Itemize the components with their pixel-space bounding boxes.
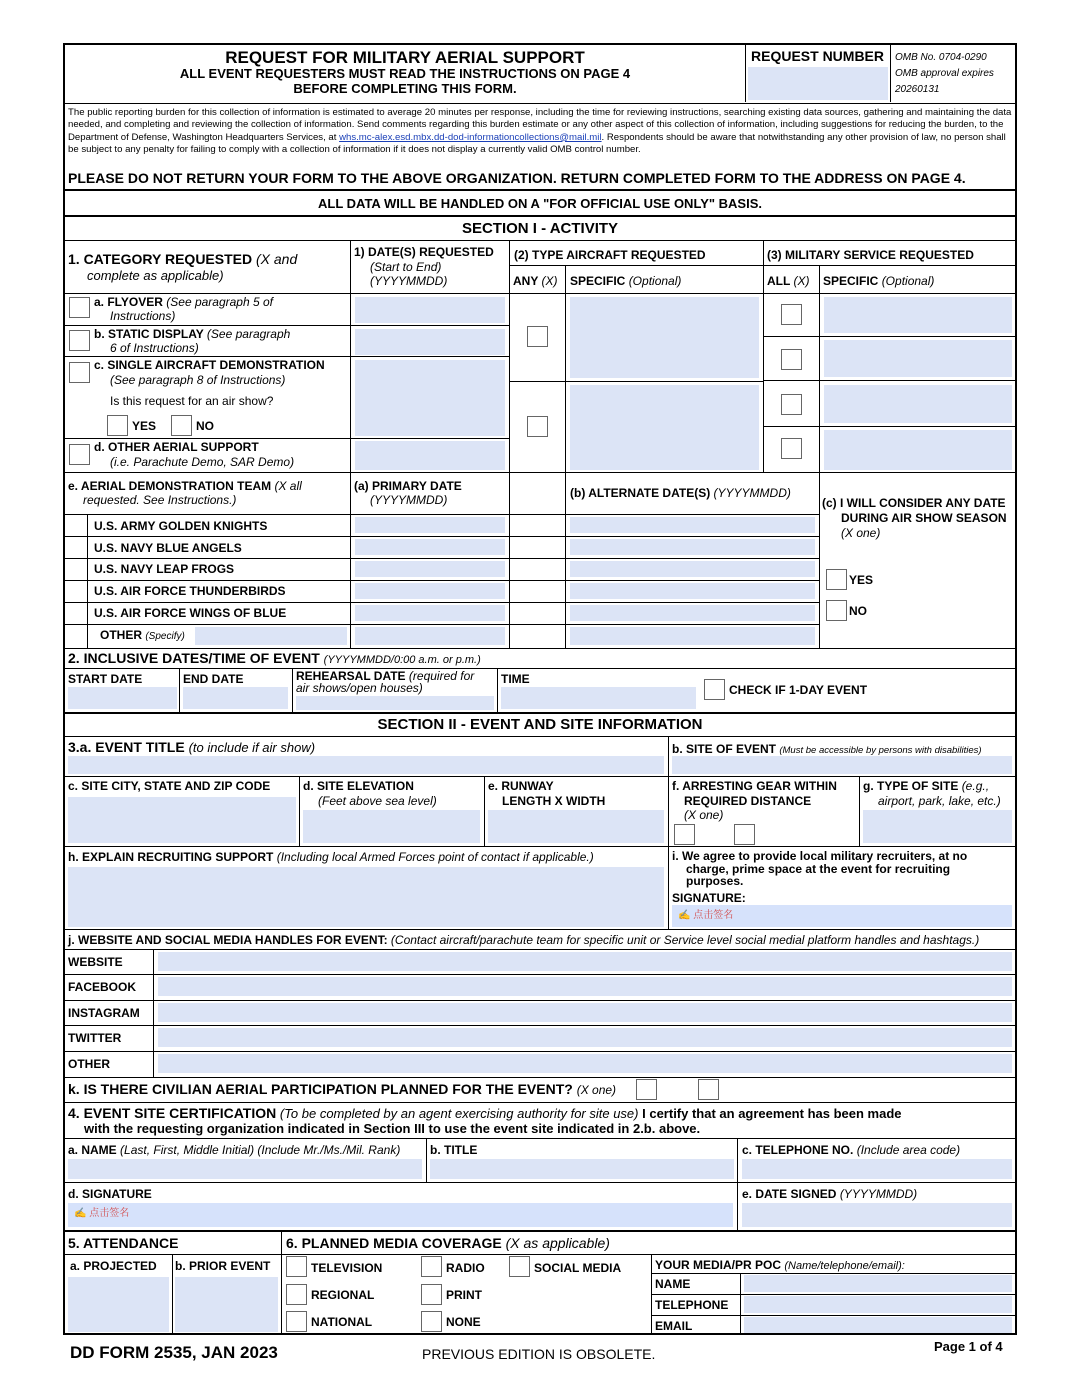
projected-attendance-field[interactable] bbox=[68, 1277, 169, 1332]
service-all-checkbox-2[interactable] bbox=[781, 349, 802, 370]
cert-date-signed-hint: (YYYYMMDD) bbox=[839, 1187, 918, 1201]
request-number-label: REQUEST NUMBER bbox=[751, 48, 885, 64]
rehearsal-date-hint-2: air shows/open houses) bbox=[296, 681, 423, 695]
media-poc-hint: (Name/telephone/email): bbox=[784, 1260, 905, 1272]
rehearsal-date-text: REHEARSAL DATE bbox=[296, 669, 406, 683]
flyover-text: a. FLYOVER bbox=[94, 295, 163, 309]
recruiter-signature-label: SIGNATURE: bbox=[672, 891, 746, 905]
poc-name-label: NAME bbox=[655, 1277, 691, 1291]
inclusive-dates-text: 2. INCLUSIVE DATES/TIME OF EVENT bbox=[68, 650, 320, 666]
alternate-dates-hint: (YYYYMMDD) bbox=[713, 486, 791, 500]
social-media-option-label: SOCIAL MEDIA bbox=[534, 1261, 622, 1275]
site-certification-label: 4. EVENT SITE CERTIFICATION bbox=[68, 1105, 277, 1121]
recruiter-agreement-line3: purposes. bbox=[686, 874, 744, 888]
site-type-hint-2: airport, park, lake, etc.) bbox=[878, 794, 1001, 808]
cert-date-signed-label bbox=[742, 1187, 917, 1201]
static-display-dates-field[interactable] bbox=[355, 329, 505, 355]
cert-title-label: b. TITLE bbox=[430, 1143, 478, 1157]
page-number: Page 1 of 4 bbox=[934, 1339, 1003, 1354]
omb-info bbox=[895, 50, 994, 98]
time-field[interactable] bbox=[501, 687, 696, 709]
poc-telephone-field[interactable] bbox=[744, 1296, 1012, 1313]
other-aerial-support-hint: (i.e. Parachute Demo, SAR Demo) bbox=[110, 455, 295, 469]
site-elevation-hint: (Feet above sea level) bbox=[318, 794, 437, 808]
leap-frogs-primary-date[interactable] bbox=[355, 561, 505, 577]
dates-hint-2: (YYYYMMDD) bbox=[370, 274, 448, 288]
site-type-text: g. TYPE OF SITE bbox=[863, 779, 959, 793]
aircraft-specific-field-2[interactable] bbox=[570, 385, 759, 470]
service-requested-label: (3) MILITARY SERVICE REQUESTED bbox=[767, 248, 974, 262]
demo-team-hint-2: requested. See Instructions.) bbox=[83, 493, 237, 507]
thunderbirds-alternate-date[interactable] bbox=[570, 583, 815, 599]
television-label: TELEVISION bbox=[311, 1261, 383, 1275]
dd-form-2535 bbox=[63, 43, 1017, 1335]
cert-name-label bbox=[68, 1143, 400, 1157]
arresting-gear-hint: (X one) bbox=[684, 808, 724, 822]
consider-no-checkbox[interactable] bbox=[826, 600, 847, 621]
media-coverage-text: 6. PLANNED MEDIA COVERAGE bbox=[286, 1235, 502, 1251]
service-specific-field-4[interactable] bbox=[824, 430, 1012, 470]
social-media-text: j. WEBSITE AND SOCIAL MEDIA HANDLES FOR EVENT: bbox=[68, 933, 388, 947]
site-type-field[interactable] bbox=[863, 810, 1012, 843]
civilian-participation-text: k. IS THERE CIVILIAN AERIAL PARTICIPATION PLANNED FOR THE EVENT? bbox=[68, 1081, 573, 1097]
cert-title-field[interactable] bbox=[430, 1159, 734, 1179]
service-specific-field-3[interactable] bbox=[824, 385, 1012, 423]
consider-yes-checkbox[interactable] bbox=[826, 569, 847, 590]
service-specific-field-1[interactable] bbox=[824, 297, 1012, 333]
demo-team-label bbox=[68, 479, 302, 493]
website-field[interactable] bbox=[158, 952, 1012, 971]
other-social-label: OTHER bbox=[68, 1057, 110, 1071]
recruiter-agreement-text bbox=[672, 849, 967, 887]
aircraft-requested-label: (2) TYPE AIRCRAFT REQUESTED bbox=[514, 248, 706, 262]
other-social-field[interactable] bbox=[158, 1054, 1012, 1073]
end-date-label: END DATE bbox=[183, 672, 244, 686]
team-other-text: OTHER bbox=[100, 628, 142, 642]
static-display-label bbox=[94, 327, 290, 341]
social-media-label bbox=[68, 933, 979, 947]
site-type-hint: (e.g., bbox=[961, 779, 990, 793]
facebook-label: FACEBOOK bbox=[68, 980, 137, 994]
wings-of-blue-alternate-date[interactable] bbox=[570, 605, 815, 621]
service-all-checkbox-3[interactable] bbox=[781, 394, 802, 415]
flyover-hint: (See paragraph 5 of bbox=[166, 295, 274, 309]
event-title-text: 3.a. EVENT TITLE bbox=[68, 739, 185, 755]
civilian-no-checkbox[interactable] bbox=[698, 1079, 719, 1100]
cert-telephone-hint: (Include area code) bbox=[856, 1143, 961, 1157]
regional-checkbox[interactable] bbox=[286, 1284, 307, 1305]
consider-yes-label: YES bbox=[849, 573, 874, 587]
specific-service-text: SPECIFIC bbox=[823, 274, 879, 288]
form-subtitle-line1: ALL EVENT REQUESTERS MUST READ THE INSTRUCTIONS ON PAGE 4 bbox=[179, 66, 631, 81]
media-poc-label bbox=[655, 1258, 905, 1273]
social-media-checkbox[interactable] bbox=[509, 1256, 530, 1277]
recruiting-support-hint: (Including local Armed Forces point of contact if applicable.) bbox=[276, 850, 594, 864]
civilian-yes-checkbox[interactable] bbox=[636, 1079, 657, 1100]
arresting-gear-no-checkbox[interactable] bbox=[734, 824, 755, 845]
arresting-gear-label-2: REQUIRED DISTANCE bbox=[684, 794, 812, 808]
facebook-field[interactable] bbox=[158, 977, 1012, 996]
flyover-label bbox=[94, 295, 273, 309]
category-label bbox=[68, 251, 297, 267]
burden-email-link[interactable]: whs.mc-alex.esd.mbx.dd-dod-informationcollections@mail.mil bbox=[339, 131, 602, 143]
site-of-event-text: b. SITE OF EVENT bbox=[672, 742, 777, 756]
recruiter-agreement-line2: charge, prime space at the event for recruiting bbox=[686, 862, 951, 876]
leap-frogs-alternate-date[interactable] bbox=[570, 561, 815, 577]
static-display-checkbox[interactable] bbox=[69, 330, 90, 351]
print-label: PRINT bbox=[446, 1288, 482, 1302]
cert-telephone-text: c. TELEPHONE NO. bbox=[742, 1143, 854, 1157]
golden-knights-primary-date[interactable] bbox=[355, 517, 505, 533]
service-specific-field-2[interactable] bbox=[824, 340, 1012, 377]
service-all-checkbox-1[interactable] bbox=[781, 304, 802, 325]
national-checkbox[interactable] bbox=[286, 1311, 307, 1332]
burden-text: The public reporting burden for this collection of information is estimated to average 20 minutes per response, including the time for reviewing instructions, searching existing data sources, gathering and maintaining the data needed, and completing and reviewing the collection of information. Send comments regarding this burden estimate or any other aspect of this collection of information, including suggestions for reducing the burden, to the Department of Defense, Washington Headquarters Services, at bbox=[68, 107, 1012, 143]
media-poc-text: YOUR MEDIA/PR POC bbox=[655, 1258, 782, 1272]
rehearsal-date-hint: (required for bbox=[408, 669, 475, 683]
primary-date-hint: (YYYYMMDD) bbox=[370, 493, 448, 507]
team-golden-knights: U.S. ARMY GOLDEN KNIGHTS bbox=[94, 519, 268, 533]
primary-date-label: (a) PRIMARY DATE bbox=[354, 479, 462, 493]
projected-attendance-label: a. PROJECTED bbox=[70, 1259, 157, 1273]
national-label: NATIONAL bbox=[311, 1315, 373, 1329]
cert-signature-field[interactable]: ✍ 点击签名 bbox=[68, 1203, 733, 1227]
category-label-text: 1. CATEGORY REQUESTED bbox=[68, 251, 253, 267]
static-display-hint-2: 6 of Instructions) bbox=[110, 341, 199, 355]
all-x-hint: (X) bbox=[793, 274, 810, 288]
television-checkbox[interactable] bbox=[286, 1256, 307, 1277]
burden-statement bbox=[68, 107, 1014, 157]
service-all-checkbox-4[interactable] bbox=[781, 438, 802, 459]
omb-expiry-label: OMB approval expires bbox=[895, 68, 994, 79]
team-wings-of-blue: U.S. AIR FORCE WINGS OF BLUE bbox=[94, 606, 287, 620]
site-city-label: c. SITE CITY, STATE AND ZIP CODE bbox=[68, 779, 271, 793]
airshow-no-checkbox[interactable] bbox=[171, 415, 192, 436]
aircraft-any-checkbox-2[interactable] bbox=[527, 416, 548, 437]
team-blue-angels: U.S. NAVY BLUE ANGELS bbox=[94, 541, 242, 555]
any-label bbox=[513, 274, 557, 288]
recruiting-support-text: h. EXPLAIN RECRUITING SUPPORT bbox=[68, 850, 274, 864]
runway-field[interactable] bbox=[488, 810, 664, 843]
section1-title: SECTION I - ACTIVITY bbox=[461, 220, 619, 237]
specific-aircraft-text: SPECIFIC bbox=[570, 274, 626, 288]
civilian-participation-label bbox=[68, 1081, 616, 1098]
other-aerial-support-checkbox[interactable] bbox=[69, 444, 90, 465]
website-label: WEBSITE bbox=[68, 955, 123, 969]
single-aircraft-demo-hint: (See paragraph 8 of Instructions) bbox=[110, 373, 286, 387]
event-title-label bbox=[68, 739, 315, 755]
static-display-hint: (See paragraph bbox=[206, 327, 291, 341]
any-label-text: ANY bbox=[513, 274, 539, 288]
category-hint-2: complete as applicable) bbox=[87, 268, 224, 283]
attendance-label: 5. ATTENDANCE bbox=[68, 1235, 179, 1251]
all-label-text: ALL bbox=[767, 274, 791, 288]
cert-telephone-label bbox=[742, 1143, 960, 1157]
static-display-text: b. STATIC DISPLAY bbox=[94, 327, 204, 341]
site-certification-hint: (To be completed by an agent exercising authority for site use) bbox=[279, 1106, 639, 1121]
alternate-dates-text: (b) ALTERNATE DATE(S) bbox=[570, 486, 711, 500]
specific-aircraft-label bbox=[570, 274, 681, 288]
return-notice: PLEASE DO NOT RETURN YOUR FORM TO THE ABOVE ORGANIZATION. RETURN COMPLETED FORM TO THE ADDRESS ON PAGE 4. bbox=[68, 170, 966, 186]
team-other-hint: (Specify) bbox=[145, 631, 185, 642]
airshow-no-label: NO bbox=[196, 419, 214, 433]
event-title-hint: (to include if air show) bbox=[188, 740, 316, 755]
team-other bbox=[100, 628, 185, 644]
site-certification-statement: I certify that an agreement has been made bbox=[642, 1106, 902, 1121]
poc-name-field[interactable] bbox=[744, 1275, 1012, 1292]
inclusive-dates-label bbox=[68, 650, 481, 668]
team-other-specify-field[interactable] bbox=[195, 627, 347, 645]
consider-any-date-hint: (X one) bbox=[841, 526, 881, 540]
specific-service-label bbox=[823, 274, 934, 288]
dates-requested-label: 1) DATE(S) REQUESTED bbox=[354, 245, 494, 259]
other-aerial-dates-field[interactable] bbox=[355, 441, 505, 470]
request-number-field[interactable] bbox=[748, 67, 888, 100]
team-thunderbirds: U.S. AIR FORCE THUNDERBIRDS bbox=[94, 584, 286, 598]
runway-label-2: LENGTH X WIDTH bbox=[502, 794, 606, 808]
alternate-dates-label bbox=[570, 486, 791, 500]
wings-of-blue-primary-date[interactable] bbox=[355, 605, 505, 621]
other-alternate-date[interactable] bbox=[570, 627, 815, 645]
regional-label: REGIONAL bbox=[311, 1288, 375, 1302]
category-hint: (X and bbox=[256, 251, 298, 267]
form-id: DD FORM 2535, JAN 2023 bbox=[70, 1343, 278, 1362]
specific-aircraft-hint: (Optional) bbox=[628, 274, 682, 288]
rehearsal-date-field[interactable] bbox=[296, 696, 494, 710]
omb-number: OMB No. 0704-0290 bbox=[895, 52, 987, 63]
none-checkbox[interactable] bbox=[421, 1311, 442, 1332]
blue-angels-alternate-date[interactable] bbox=[570, 539, 815, 555]
recruiting-support-field[interactable] bbox=[68, 867, 664, 927]
start-date-field[interactable] bbox=[68, 687, 177, 709]
aircraft-specific-field-1[interactable] bbox=[570, 297, 759, 378]
arresting-gear-label: f. ARRESTING GEAR WITHIN bbox=[672, 779, 837, 793]
end-date-field[interactable] bbox=[183, 687, 288, 709]
civilian-participation-hint: (X one) bbox=[576, 1083, 617, 1097]
section2-title: SECTION II - EVENT AND SITE INFORMATION bbox=[377, 716, 703, 733]
all-label bbox=[767, 274, 809, 288]
omb-expiry-date: 20260131 bbox=[895, 84, 940, 95]
twitter-field[interactable] bbox=[158, 1028, 1012, 1047]
print-checkbox[interactable] bbox=[421, 1284, 442, 1305]
event-title-field[interactable] bbox=[68, 756, 664, 774]
airshow-question: Is this request for an air show? bbox=[110, 394, 274, 408]
instagram-label: INSTAGRAM bbox=[68, 1006, 140, 1020]
specific-service-hint: (Optional) bbox=[881, 274, 935, 288]
burden-text-end: . Respondents should be aware that notwithstanding any other provision of law, no person shall be subject to any penalty for failing to comply with a collection of information if it does not display a currently valid OMB control number. bbox=[68, 131, 1006, 156]
social-media-hint: (Contact aircraft/parachute team for specific unit or Service level social medial platform handles and hashtags.) bbox=[390, 933, 980, 947]
form-subtitle-line2: BEFORE COMPLETING THIS FORM. bbox=[293, 81, 517, 96]
cert-signature-label: d. SIGNATURE bbox=[68, 1187, 152, 1201]
site-certification-statement-2: with the requesting organization indicated in Section III to use the event site indicated in 2.b. above. bbox=[84, 1121, 701, 1136]
fouo-notice: ALL DATA WILL BE HANDLED ON A "FOR OFFICIAL USE ONLY" BASIS. bbox=[318, 196, 762, 211]
cert-date-signed-text: e. DATE SIGNED bbox=[742, 1187, 837, 1201]
none-label: NONE bbox=[446, 1315, 481, 1329]
obsolete-notice: PREVIOUS EDITION IS OBSOLETE. bbox=[422, 1346, 656, 1362]
runway-label: e. RUNWAY bbox=[488, 779, 554, 793]
golden-knights-alternate-date[interactable] bbox=[570, 517, 815, 533]
radio-label: RADIO bbox=[446, 1261, 485, 1275]
time-label: TIME bbox=[501, 672, 530, 686]
prior-event-attendance-label: b. PRIOR EVENT bbox=[175, 1259, 271, 1273]
twitter-label: TWITTER bbox=[68, 1031, 122, 1045]
site-city-field[interactable] bbox=[68, 797, 296, 843]
inclusive-dates-hint: (YYYYMMDD/0:00 a.m. or p.m.) bbox=[323, 654, 481, 666]
airshow-yes-checkbox[interactable] bbox=[107, 415, 128, 436]
consider-any-date-label-2: DURING AIR SHOW SEASON bbox=[841, 511, 1007, 525]
site-elevation-field[interactable] bbox=[303, 810, 480, 843]
site-of-event-hint: (Must be accessible by persons with disabilities) bbox=[779, 745, 982, 756]
site-certification bbox=[68, 1106, 1012, 1121]
site-type-label bbox=[863, 779, 989, 793]
poc-telephone-label: TELEPHONE bbox=[655, 1298, 729, 1312]
arresting-gear-yes-checkbox[interactable] bbox=[674, 824, 695, 845]
flyover-checkbox[interactable] bbox=[69, 297, 90, 318]
consider-any-date-label: (c) I WILL CONSIDER ANY DATE bbox=[822, 496, 1006, 510]
other-aerial-support-label: d. OTHER AERIAL SUPPORT bbox=[94, 440, 259, 454]
media-coverage-hint: (X as applicable) bbox=[505, 1235, 610, 1251]
cert-name-text: a. NAME bbox=[68, 1143, 117, 1157]
start-date-label: START DATE bbox=[68, 672, 143, 686]
cert-telephone-field[interactable] bbox=[742, 1159, 1012, 1179]
thunderbirds-primary-date[interactable] bbox=[355, 583, 505, 599]
single-aircraft-demo-checkbox[interactable] bbox=[69, 362, 90, 383]
single-aircraft-dates-field[interactable] bbox=[355, 360, 505, 436]
one-day-event-label: CHECK IF 1-DAY EVENT bbox=[729, 683, 868, 697]
recruiting-support-label bbox=[68, 850, 594, 864]
single-aircraft-demo-label: c. SINGLE AIRCRAFT DEMONSTRATION bbox=[94, 358, 325, 372]
team-leap-frogs: U.S. NAVY LEAP FROGS bbox=[94, 562, 235, 576]
any-x-hint: (X) bbox=[541, 274, 558, 288]
site-elevation-label: d. SITE ELEVATION bbox=[303, 779, 414, 793]
cert-name-field[interactable] bbox=[68, 1159, 422, 1179]
other-primary-date[interactable] bbox=[355, 627, 505, 645]
airshow-yes-label: YES bbox=[132, 419, 157, 433]
media-coverage-label bbox=[286, 1235, 610, 1251]
cert-date-signed-field[interactable] bbox=[742, 1203, 1012, 1227]
aircraft-any-checkbox-1[interactable] bbox=[527, 326, 548, 347]
instagram-field[interactable] bbox=[158, 1003, 1012, 1022]
cert-name-hint: (Last, First, Middle Initial) (Include Mr./Ms./Mil. Rank) bbox=[120, 1143, 401, 1157]
flyover-hint-2: Instructions) bbox=[110, 309, 176, 323]
blue-angels-primary-date[interactable] bbox=[355, 539, 505, 555]
poc-email-label: EMAIL bbox=[655, 1319, 693, 1333]
recruiter-signature-field[interactable]: ✍ 点击签名 bbox=[672, 905, 1012, 927]
one-day-event-checkbox[interactable] bbox=[704, 679, 725, 700]
poc-email-field[interactable] bbox=[744, 1317, 1012, 1333]
radio-checkbox[interactable] bbox=[421, 1256, 442, 1277]
demo-team-text: e. AERIAL DEMONSTRATION TEAM bbox=[68, 479, 272, 493]
prior-event-attendance-field[interactable] bbox=[175, 1277, 278, 1332]
form-title: REQUEST FOR MILITARY AERIAL SUPPORT bbox=[225, 48, 585, 67]
flyover-dates-field[interactable] bbox=[355, 297, 505, 323]
consider-no-label: NO bbox=[849, 604, 867, 618]
dates-hint-1: (Start to End) bbox=[370, 260, 442, 274]
recruiter-agreement-line1: i. We agree to provide local military recruiters, at no bbox=[672, 849, 968, 863]
site-of-event-field[interactable] bbox=[672, 756, 1012, 774]
demo-team-hint: (X all bbox=[274, 479, 302, 493]
